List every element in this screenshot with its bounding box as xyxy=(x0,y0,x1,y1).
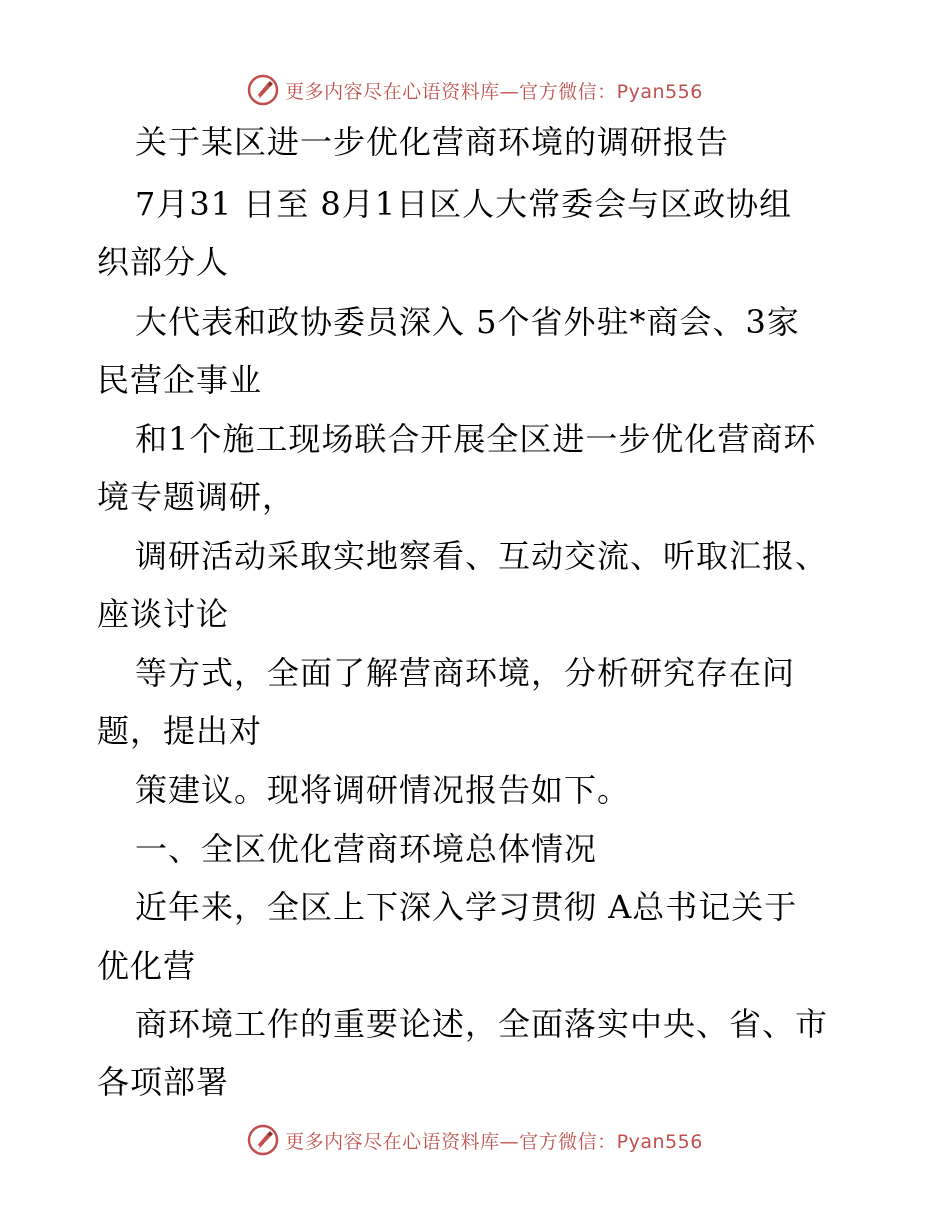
paragraph-line: 座谈讨论 xyxy=(97,595,230,633)
pen-logo-icon xyxy=(247,1124,279,1156)
watermark-footer xyxy=(0,1122,950,1158)
pen-logo-icon xyxy=(247,74,279,106)
document-title: 关于某区进一步优化营商环境的调研报告 xyxy=(135,123,730,161)
paragraph-line: 7月31 日至 8月1日区人大常委会与区政协组 xyxy=(135,185,793,223)
paragraph-line: 等方式，全面了解营商环境，分析研究存在问 xyxy=(135,654,796,692)
watermark-header xyxy=(0,72,950,108)
section-heading: 一、全区优化营商环境总体情况 xyxy=(135,830,598,868)
paragraph-line: 大代表和政协委员深入 5个省外驻*商会、3家 xyxy=(135,303,800,341)
paragraph-line: 题，提出对 xyxy=(97,712,263,750)
paragraph-line: 织部分人 xyxy=(97,243,230,281)
paragraph-line: 近年来，全区上下深入学习贯彻 A总书记关于 xyxy=(135,888,798,926)
paragraph-line: 优化营 xyxy=(97,947,197,985)
watermark-text: 更多内容尽在心语资料库—官方微信：Pyan556 xyxy=(285,1130,703,1153)
watermark-text: 更多内容尽在心语资料库—官方微信：Pyan556 xyxy=(285,80,703,103)
paragraph-line: 境专题调研， xyxy=(97,478,296,516)
paragraph-line: 商环境工作的重要论述，全面落实中央、省、市 xyxy=(135,1005,829,1043)
paragraph-line: 各项部署 xyxy=(97,1063,230,1101)
paragraph-line: 民营企事业 xyxy=(97,361,263,399)
paragraph-line: 策建议。现将调研情况报告如下。 xyxy=(135,771,631,809)
paragraph-line: 和1个施工现场联合开展全区进一步优化营商环 xyxy=(135,420,817,458)
paragraph-line: 调研活动采取实地察看、互动交流、听取汇报、 xyxy=(135,537,829,575)
